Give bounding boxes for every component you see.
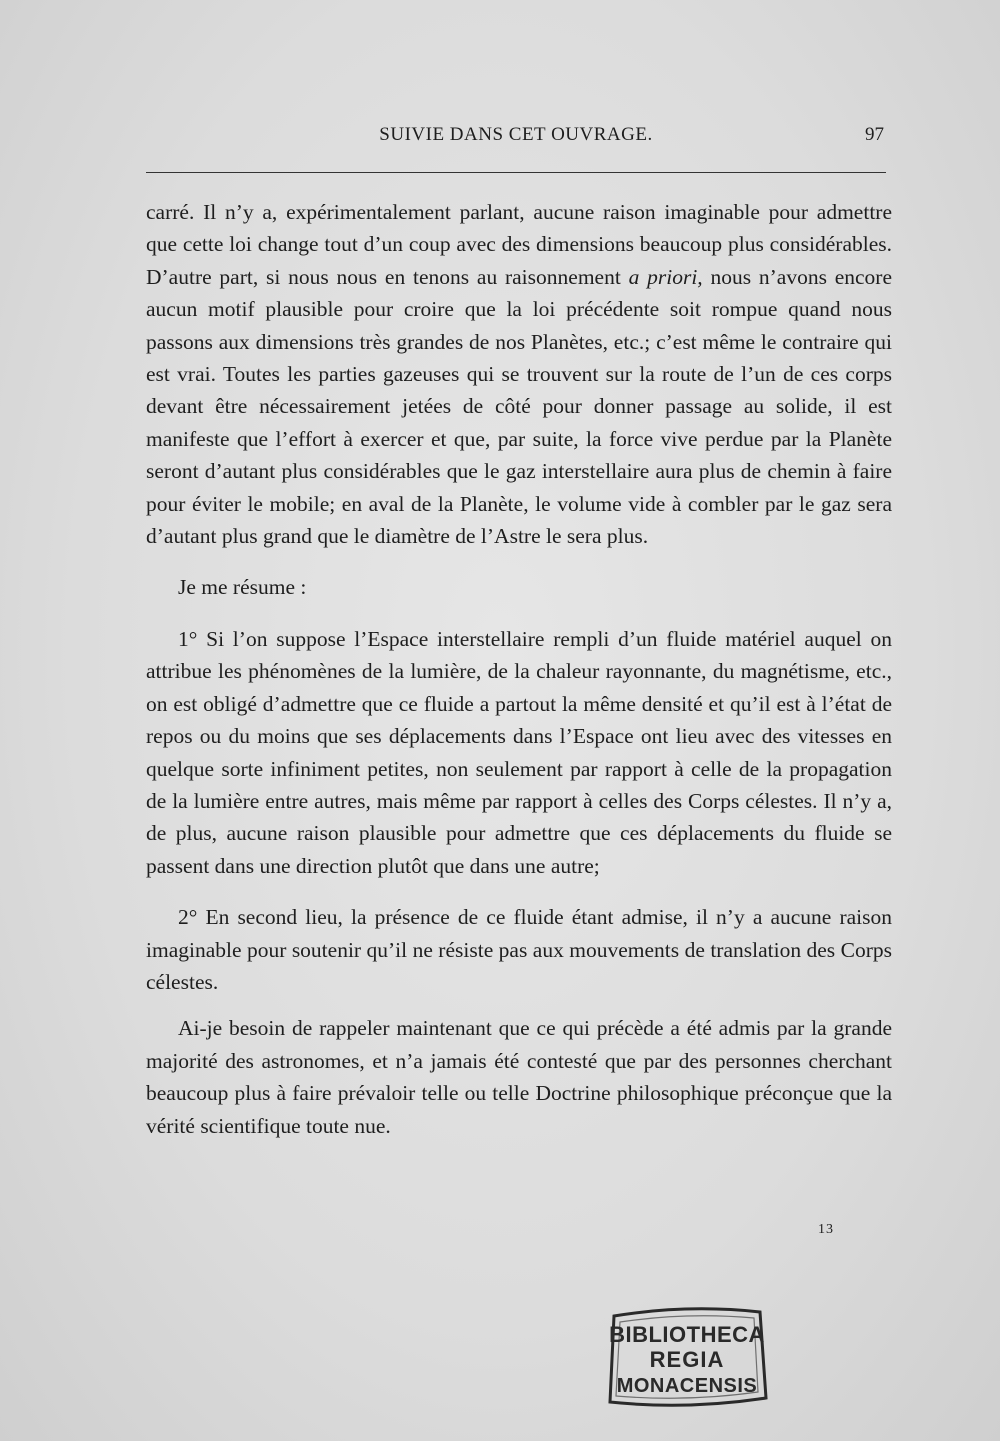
body-text xyxy=(146,196,892,1142)
stamp-line-1: BIBLIOTHECA xyxy=(609,1322,765,1347)
paragraph-continuation xyxy=(146,196,892,552)
page-number: 97 xyxy=(865,124,884,145)
stamp-line-3: MONACENSIS xyxy=(616,1375,758,1397)
stamp-line-2: REGIA xyxy=(649,1347,725,1372)
italic-phrase: a priori, xyxy=(628,264,703,289)
stamp-graphic xyxy=(606,1302,768,1412)
running-head xyxy=(146,122,886,152)
signature-mark: 13 xyxy=(818,1222,834,1237)
running-title: SUIVIE DANS CET OUVRAGE. xyxy=(379,124,653,145)
paragraph-point-2: 2° En second lieu, la présence de ce fluide étant admise, il n’y a aucune raison imaginable pour soutenir qu’il ne résiste pas aux mouvements de translation des Corps célestes. xyxy=(146,905,892,994)
library-stamp xyxy=(606,1302,768,1412)
paragraph-conclusion: Ai-je besoin de rappeler maintenant que ce qui précède a été admis par la grande majorité des astronomes, et n’a jamais été contesté que par des personnes cherchant beaucoup plus à faire prévaloir telle ou telle Doctrine philosophique préconçue que la vérité scientifique toute nue. xyxy=(146,1016,892,1138)
header-rule xyxy=(146,172,886,173)
paragraph-point-1: 1° Si l’on suppose l’Espace interstellaire rempli d’un fluide matériel auquel on attribue les phénomènes de la lumière, de la chaleur rayonnante, du magnétisme, etc., on est obligé d’admettre que ce fluide a partout la même densité et qu’il est à l’état de repos ou du moins que ses déplacements dans l’Espace ont lieu avec des vitesses en quelque sorte infiniment petites, non seulement par rapport à celle de la propagation de la lumière entre autres, mais même par rapport à celles des Corps célestes. Il n’y a, de plus, aucune raison plausible pour admettre que ces déplacements du fluide se passent dans une direction plutôt que dans une autre; xyxy=(146,626,892,878)
text-run: carré. Il n’y a, expérimentalement parlant, aucune raison imaginable pour admettre que cette loi change tout d’un coup avec des dimensions beaucoup plus considérables. D’autre part, si nous nous en tenons au raisonnement xyxy=(146,200,892,289)
text-run: nous n’avons encore aucun motif plausible pour croire que la loi précédente soit rompue quand nous passons aux dimensions très grandes de nos Planètes, etc.; c’est même le contraire qui est vrai. Toutes les parties gazeuses qui se trouvent sur la route de l’un de ces corps devant être nécessairement jetées de côté pour donner passage au solide, il est manifeste que l’effort à exercer et que, par suite, la force vive perdue par la Planète seront d’autant plus considérables que le gaz interstellaire aura plus de chemin à faire pour éviter le mobile; en aval de la Planète, le volume vide à combler par le gaz sera d’autant plus grand que le diamètre de l’Astre le sera plus. xyxy=(146,264,892,549)
paragraph-summary-intro: Je me résume : xyxy=(178,575,307,600)
